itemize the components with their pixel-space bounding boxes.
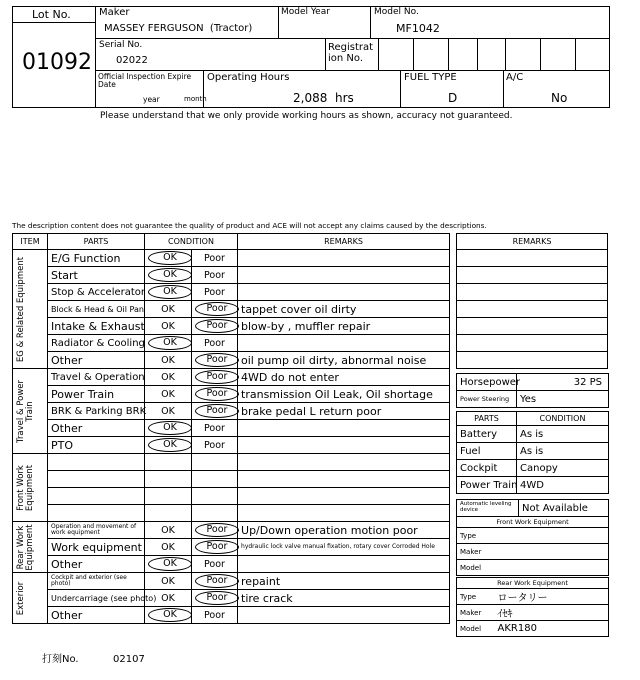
remark-cell xyxy=(238,454,450,471)
condition-poor-selected: Poor xyxy=(195,523,239,537)
condition-ok-cell xyxy=(145,437,192,454)
condition-ok-cell xyxy=(145,471,192,488)
part-name: PTO xyxy=(48,437,145,454)
auto-level-table xyxy=(456,499,609,517)
table-row xyxy=(13,335,450,352)
col-remarks-header: REMARKS xyxy=(238,234,450,250)
rp-parts-header: PARTS xyxy=(457,412,517,426)
remark-cell: blow-by , muffler repair xyxy=(238,318,450,335)
table-row xyxy=(13,454,450,471)
ac-label: A/C xyxy=(506,72,524,83)
rp-parts-row xyxy=(457,426,609,443)
remark-cell: Up/Down operation motion poor xyxy=(238,522,450,539)
remark-cell: 4WD do not enter xyxy=(238,369,450,386)
part-name xyxy=(48,454,145,471)
col-condition-header: CONDITION xyxy=(145,234,238,250)
remark-cell xyxy=(238,505,450,522)
table-row xyxy=(13,522,450,539)
condition-poor-cell xyxy=(192,590,238,607)
remark-cell: brake pedal L return poor xyxy=(238,403,450,420)
condition-ok-label: OK xyxy=(161,303,175,315)
condition-poor-selected: Poor xyxy=(195,540,239,554)
col-item-header: ITEM xyxy=(13,234,48,250)
condition-ok-selected: OK xyxy=(148,608,192,622)
front-type-label: Type xyxy=(457,528,495,544)
condition-ok-cell xyxy=(145,403,192,420)
condition-ok-cell xyxy=(145,267,192,284)
condition-ok-label: OK xyxy=(161,575,175,587)
rear-maker-label: Maker xyxy=(457,605,495,621)
condition-poor-cell xyxy=(192,607,238,624)
right-remarks-row xyxy=(457,267,608,284)
condition-poor-cell xyxy=(192,573,238,590)
condition-ok-cell xyxy=(145,420,192,437)
remark-cell xyxy=(238,284,450,301)
table-row xyxy=(13,607,450,624)
part-name: Power Train xyxy=(48,386,145,403)
col-parts-header: PARTS xyxy=(48,234,145,250)
part-name: Start xyxy=(48,267,145,284)
stamp-no: 02107 xyxy=(113,654,145,665)
table-row xyxy=(13,437,450,454)
part-name: Other xyxy=(48,420,145,437)
right-remarks-table xyxy=(456,233,608,369)
condition-poor-cell xyxy=(192,454,238,471)
condition-poor-cell xyxy=(192,403,238,420)
rp-part-name: Fuel xyxy=(457,443,517,460)
remark-cell xyxy=(238,267,450,284)
condition-ok-cell xyxy=(145,488,192,505)
condition-poor-label: Poor xyxy=(204,558,225,570)
condition-poor-cell xyxy=(192,488,238,505)
item-group-label: Travel & Power Train xyxy=(16,380,35,443)
condition-ok-cell xyxy=(145,607,192,624)
remark-cell: transmission Oil Leak, Oil shortage xyxy=(238,386,450,403)
right-remarks-header: REMARKS xyxy=(457,234,608,250)
item-group-cell xyxy=(13,369,48,454)
item-group-label: Exterior xyxy=(16,581,26,616)
condition-poor-selected: Poor xyxy=(195,591,239,605)
condition-ok-cell xyxy=(145,454,192,471)
table-row xyxy=(13,573,450,590)
condition-ok-label: OK xyxy=(161,371,175,383)
condition-poor-cell xyxy=(192,505,238,522)
condition-ok-cell xyxy=(145,284,192,301)
rp-part-condition: 4WD xyxy=(517,477,609,494)
item-group-cell xyxy=(13,522,48,573)
rear-maker-value: ｲｾｷ xyxy=(495,605,609,621)
stamp-label: 打刻No. xyxy=(42,654,79,665)
table-row xyxy=(13,556,450,573)
auto-level-label: Automatic leveling device xyxy=(457,500,519,517)
table-row xyxy=(13,250,450,267)
model-no-label: Model No. xyxy=(374,7,419,17)
part-name: Cockpit and exterior (see photo) xyxy=(48,573,145,590)
front-model-value xyxy=(495,560,609,576)
condition-ok-cell xyxy=(145,522,192,539)
rp-part-name: Power Train xyxy=(457,477,517,494)
fuel-type-value: D xyxy=(448,91,458,105)
condition-poor-selected: Poor xyxy=(195,404,239,418)
condition-ok-selected: OK xyxy=(148,268,192,282)
part-name: Radiator & Cooling xyxy=(48,335,145,352)
condition-ok-label: OK xyxy=(161,354,175,366)
remark-cell xyxy=(238,607,450,624)
serial-no-value: 02022 xyxy=(116,55,148,66)
right-remarks-row xyxy=(457,284,608,301)
condition-poor-label: Poor xyxy=(204,252,225,264)
registration-label: Registrat ion No. xyxy=(328,42,374,64)
condition-ok-label: OK xyxy=(161,592,175,604)
condition-poor-label: Poor xyxy=(204,609,225,621)
model-year-label: Model Year xyxy=(281,7,330,17)
front-maker-label: Maker xyxy=(457,544,495,560)
remark-cell: repaint xyxy=(238,573,450,590)
remark-cell: tappet cover oil dirty xyxy=(238,301,450,318)
month-label: month xyxy=(184,95,207,103)
condition-poor-cell xyxy=(192,369,238,386)
part-name: Other xyxy=(48,352,145,369)
part-name: Other xyxy=(48,607,145,624)
rp-parts-row xyxy=(457,477,609,494)
table-row xyxy=(13,488,450,505)
condition-poor-selected: Poor xyxy=(195,574,239,588)
horsepower-label: Horsepower xyxy=(457,374,517,391)
horsepower-table xyxy=(456,373,609,408)
right-remarks-row xyxy=(457,352,608,369)
part-name: Undercarriage (see photo) xyxy=(48,590,145,607)
operating-hours-label: Operating Hours xyxy=(207,72,290,83)
condition-ok-label: OK xyxy=(161,541,175,553)
inspection-label: Official Inspection Expire Date xyxy=(98,72,192,90)
table-row xyxy=(13,505,450,522)
condition-poor-cell xyxy=(192,318,238,335)
table-row xyxy=(13,539,450,556)
table-row xyxy=(13,369,450,386)
condition-ok-label: OK xyxy=(161,405,175,417)
rp-parts-row xyxy=(457,443,609,460)
remark-cell xyxy=(238,471,450,488)
part-name: Other xyxy=(48,556,145,573)
condition-poor-label: Poor xyxy=(204,286,225,298)
part-name xyxy=(48,505,145,522)
disclaimer: The description content does not guarantee the quality of product and ACE will not accept any claims caused by the descriptions. xyxy=(12,221,487,230)
table-row xyxy=(13,352,450,369)
lot-no-label: Lot No. xyxy=(32,8,71,21)
front-work-header: Front Work Equipment xyxy=(457,517,609,528)
condition-ok-label: OK xyxy=(161,388,175,400)
part-name xyxy=(48,471,145,488)
condition-ok-cell xyxy=(145,590,192,607)
remark-cell xyxy=(238,488,450,505)
condition-poor-cell xyxy=(192,301,238,318)
front-model-label: Model xyxy=(457,560,495,576)
remark-cell: hydraulic lock valve manual fixation, rotary cover Corroded Hole xyxy=(238,539,450,556)
condition-poor-cell xyxy=(192,250,238,267)
remark-cell xyxy=(238,437,450,454)
condition-ok-selected: OK xyxy=(148,336,192,350)
condition-poor-cell xyxy=(192,267,238,284)
power-steering-value: Yes xyxy=(517,391,609,408)
condition-ok-cell xyxy=(145,250,192,267)
serial-no-label: Serial No. xyxy=(99,40,143,50)
condition-poor-cell xyxy=(192,352,238,369)
condition-poor-selected: Poor xyxy=(195,353,239,367)
rp-part-condition: Canopy xyxy=(517,460,609,477)
condition-poor-cell xyxy=(192,556,238,573)
parts-condition-table xyxy=(456,411,609,494)
condition-poor-label: Poor xyxy=(204,337,225,349)
condition-ok-selected: OK xyxy=(148,438,192,452)
right-remarks-row xyxy=(457,250,608,267)
part-name: BRK & Parking BRK xyxy=(48,403,145,420)
item-group-label: Front Work Equipment xyxy=(16,464,35,512)
condition-poor-cell xyxy=(192,335,238,352)
table-row xyxy=(13,471,450,488)
condition-ok-cell xyxy=(145,301,192,318)
condition-ok-cell xyxy=(145,318,192,335)
remark-cell: oil pump oil dirty, abnormal noise xyxy=(238,352,450,369)
table-row xyxy=(13,386,450,403)
maker-label: Maker xyxy=(99,7,130,18)
item-group-label: Rear Work Equipment xyxy=(16,524,35,571)
part-name: Intake & Exhaust xyxy=(48,318,145,335)
part-name xyxy=(48,488,145,505)
condition-poor-selected: Poor xyxy=(195,319,239,333)
right-remarks-row xyxy=(457,335,608,352)
front-maker-value xyxy=(495,544,609,560)
rp-part-name: Cockpit xyxy=(457,460,517,477)
condition-ok-selected: OK xyxy=(148,557,192,571)
rp-part-condition: As is xyxy=(517,426,609,443)
rear-work-table xyxy=(456,577,609,637)
rp-condition-header: CONDITION xyxy=(517,412,609,426)
condition-ok-cell xyxy=(145,573,192,590)
operating-hours-value: 2,088 hrs xyxy=(293,91,354,105)
rear-type-value: ロータリー xyxy=(495,589,609,605)
condition-poor-cell xyxy=(192,522,238,539)
item-group-label: EG & Related Equipment xyxy=(16,256,26,363)
maker-value: MASSEY FERGUSON (Tractor) xyxy=(104,23,253,34)
year-label: year xyxy=(143,95,160,104)
rp-part-condition: As is xyxy=(517,443,609,460)
remark-cell: tire crack xyxy=(238,590,450,607)
condition-ok-label: OK xyxy=(161,524,175,536)
table-row xyxy=(13,267,450,284)
fuel-type-label: FUEL TYPE xyxy=(404,72,457,83)
part-name: Stop & Accelerator xyxy=(48,284,145,301)
front-type-value xyxy=(495,528,609,544)
condition-poor-label: Poor xyxy=(204,269,225,281)
condition-poor-cell xyxy=(192,437,238,454)
condition-poor-selected: Poor xyxy=(195,370,239,384)
condition-poor-selected: Poor xyxy=(195,387,239,401)
condition-ok-selected: OK xyxy=(148,251,192,265)
rear-work-header: Rear Work Equipment xyxy=(457,578,609,589)
condition-ok-cell xyxy=(145,556,192,573)
remark-cell xyxy=(238,420,450,437)
table-row xyxy=(13,590,450,607)
table-row xyxy=(13,420,450,437)
part-name: Work equipment xyxy=(48,539,145,556)
table-row xyxy=(13,318,450,335)
right-remarks-row xyxy=(457,318,608,335)
inspection-table xyxy=(12,233,450,624)
horsepower-value: 32 PS xyxy=(517,374,609,391)
rp-part-name: Battery xyxy=(457,426,517,443)
condition-ok-selected: OK xyxy=(148,421,192,435)
item-group-cell xyxy=(13,250,48,369)
condition-poor-label: Poor xyxy=(204,439,225,451)
item-group-cell xyxy=(13,573,48,624)
condition-ok-cell xyxy=(145,352,192,369)
remark-cell xyxy=(238,335,450,352)
rear-model-label: Model xyxy=(457,621,495,637)
condition-poor-cell xyxy=(192,386,238,403)
auto-level-value: Not Available xyxy=(519,500,609,517)
condition-ok-cell xyxy=(145,369,192,386)
table-row xyxy=(13,301,450,318)
front-work-table xyxy=(456,516,609,576)
condition-poor-cell xyxy=(192,539,238,556)
remark-cell xyxy=(238,250,450,267)
ac-value: No xyxy=(551,91,568,105)
condition-poor-cell xyxy=(192,471,238,488)
condition-poor-cell xyxy=(192,284,238,301)
condition-ok-cell xyxy=(145,539,192,556)
power-steering-label: Power Steering xyxy=(457,391,517,408)
rp-parts-row xyxy=(457,460,609,477)
rear-type-label: Type xyxy=(457,589,495,605)
item-group-cell xyxy=(13,454,48,522)
part-name: Block & Head & Oil Pan xyxy=(48,301,145,318)
condition-ok-cell xyxy=(145,386,192,403)
condition-poor-selected: Poor xyxy=(195,302,239,316)
lot-no-value: 01092 xyxy=(22,50,92,75)
remark-cell xyxy=(238,556,450,573)
model-no-value: MF1042 xyxy=(396,22,440,35)
part-name: Travel & Operation xyxy=(48,369,145,386)
part-name: Operation and movement of work equipment xyxy=(48,522,145,539)
condition-poor-label: Poor xyxy=(204,422,225,434)
table-row xyxy=(13,284,450,301)
condition-poor-cell xyxy=(192,420,238,437)
part-name: E/G Function xyxy=(48,250,145,267)
table-row xyxy=(13,403,450,420)
hours-note: Please understand that we only provide working hours as shown, accuracy not guaranteed. xyxy=(100,111,513,121)
condition-ok-cell xyxy=(145,335,192,352)
right-remarks-row xyxy=(457,301,608,318)
condition-ok-cell xyxy=(145,505,192,522)
condition-ok-label: OK xyxy=(161,320,175,332)
condition-ok-selected: OK xyxy=(148,285,192,299)
rear-model-value: AKR180 xyxy=(495,621,609,637)
